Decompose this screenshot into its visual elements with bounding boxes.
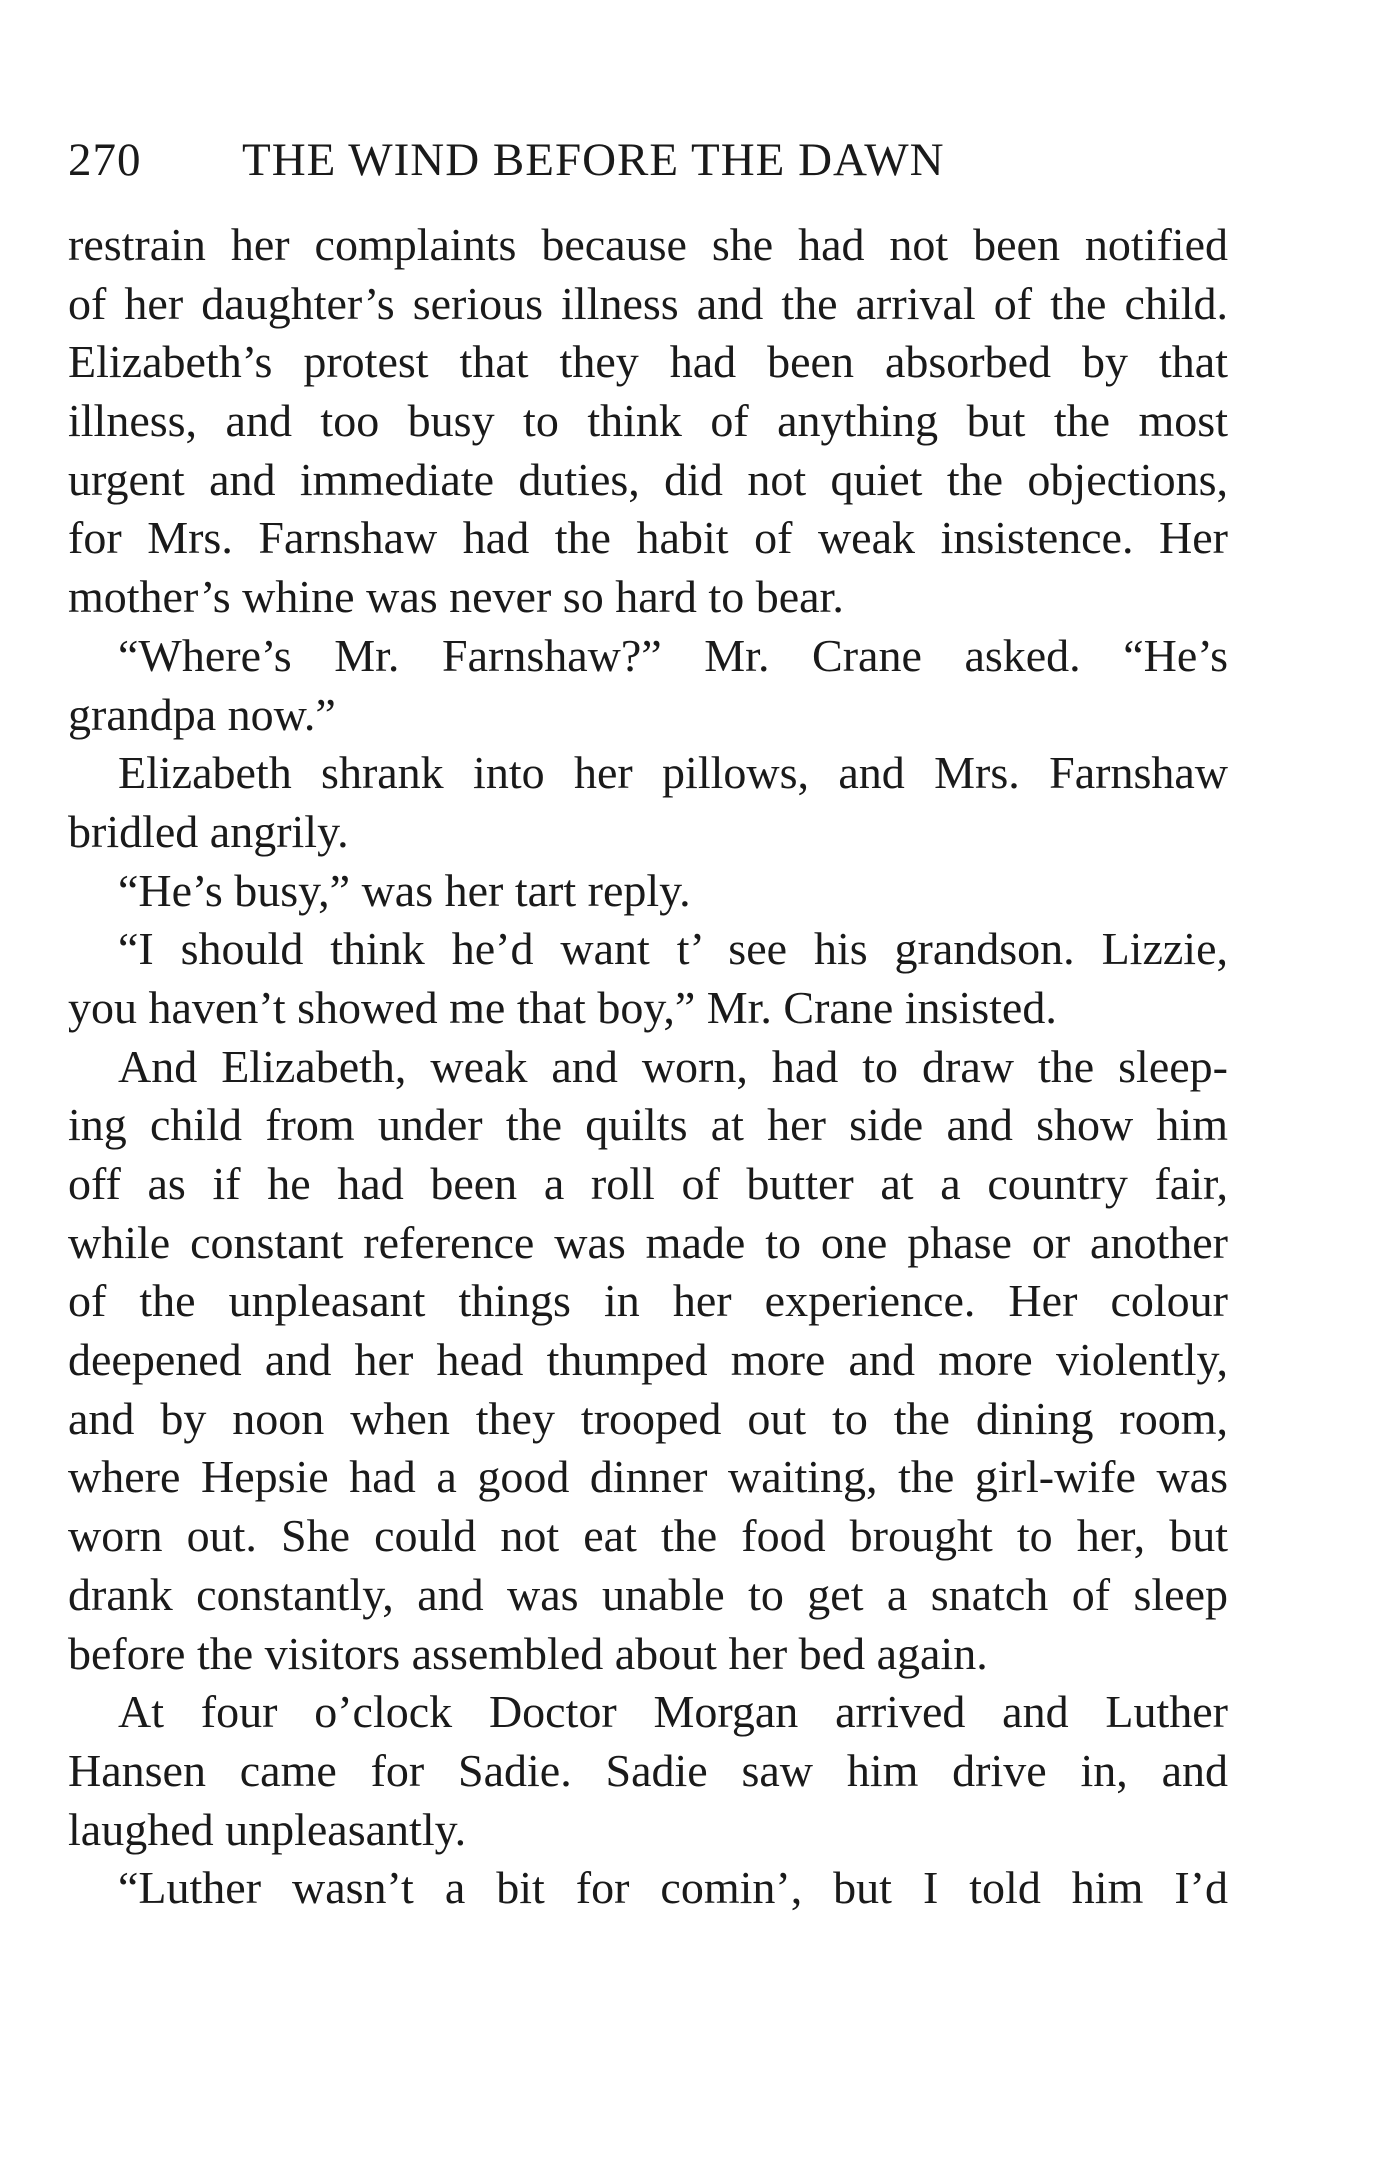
paragraph — [68, 744, 1228, 861]
text-line: deepened and her head thumped more and more violently, — [68, 1334, 1228, 1386]
text-line: ing child from under the quilts at her side and show him — [68, 1099, 1228, 1151]
text-line: Elizabeth shrank into her pillows, and Mrs. Farnshaw — [118, 747, 1228, 799]
text-line: of her daughter’s serious illness and the arrival of the child. — [68, 277, 1228, 329]
page-number: 270 — [68, 134, 142, 186]
text-line: before the visitors assembled about her bed again. — [68, 1627, 988, 1679]
text-line: And Elizabeth, weak and worn, had to draw the sleep- — [118, 1040, 1228, 1092]
text-line: for Mrs. Farnshaw had the habit of weak insistence. Her — [68, 512, 1228, 564]
paragraph — [68, 216, 1228, 627]
text-line: while constant reference was made to one phase or another — [68, 1216, 1228, 1268]
text-line: drank constantly, and was unable to get a snatch of sleep — [68, 1568, 1228, 1620]
paragraph — [68, 1038, 1228, 1684]
text-line: where Hepsie had a good dinner waiting, the girl-wife was — [68, 1451, 1228, 1503]
text-line: and by noon when they trooped out to the dining room, — [68, 1392, 1228, 1444]
paragraph — [68, 862, 1228, 921]
text-line: worn out. She could not eat the food brought to her, but — [68, 1510, 1228, 1562]
text-line: of the unpleasant things in her experience. Her colour — [68, 1275, 1228, 1327]
text-line: restrain her complaints because she had not been notified — [68, 219, 1228, 270]
body-text — [68, 216, 1228, 1918]
text-line: At four o’clock Doctor Morgan arrived and Luther — [118, 1686, 1228, 1738]
text-line: laughed unpleasantly. — [68, 1803, 467, 1855]
text-line: grandpa now.” — [68, 688, 336, 740]
text-line: bridled angrily. — [68, 805, 349, 857]
text-line: Hansen came for Sadie. Sadie saw him drive in, and — [68, 1744, 1228, 1796]
text-line: you haven’t showed me that boy,” Mr. Crane insisted. — [68, 981, 1057, 1033]
text-line: Elizabeth’s protest that they had been absorbed by that — [68, 336, 1228, 388]
text-line: off as if he had been a roll of butter at a country fair, — [68, 1158, 1228, 1209]
paragraph — [68, 1859, 1228, 1918]
text-line: mother’s whine was never so hard to bear. — [68, 571, 844, 623]
text-line: illness, and too busy to think of anything but the most — [68, 395, 1228, 447]
paragraph — [68, 920, 1228, 1037]
text-line: “He’s busy,” was her tart reply. — [118, 864, 691, 916]
running-title: THE WIND BEFORE THE DAWN — [242, 134, 945, 186]
text-line: “I should think he’d want t’ see his grandson. Lizzie, — [118, 923, 1228, 975]
paragraph — [68, 1683, 1228, 1859]
page-header — [68, 130, 1228, 190]
text-line: “Where’s Mr. Farnshaw?” Mr. Crane asked. “He’s — [118, 629, 1228, 681]
text-line: urgent and immediate duties, did not quiet the objections, — [68, 453, 1228, 505]
paragraph — [68, 627, 1228, 744]
text-line: “Luther wasn’t a bit for comin’, but I told him I’d — [118, 1862, 1228, 1914]
